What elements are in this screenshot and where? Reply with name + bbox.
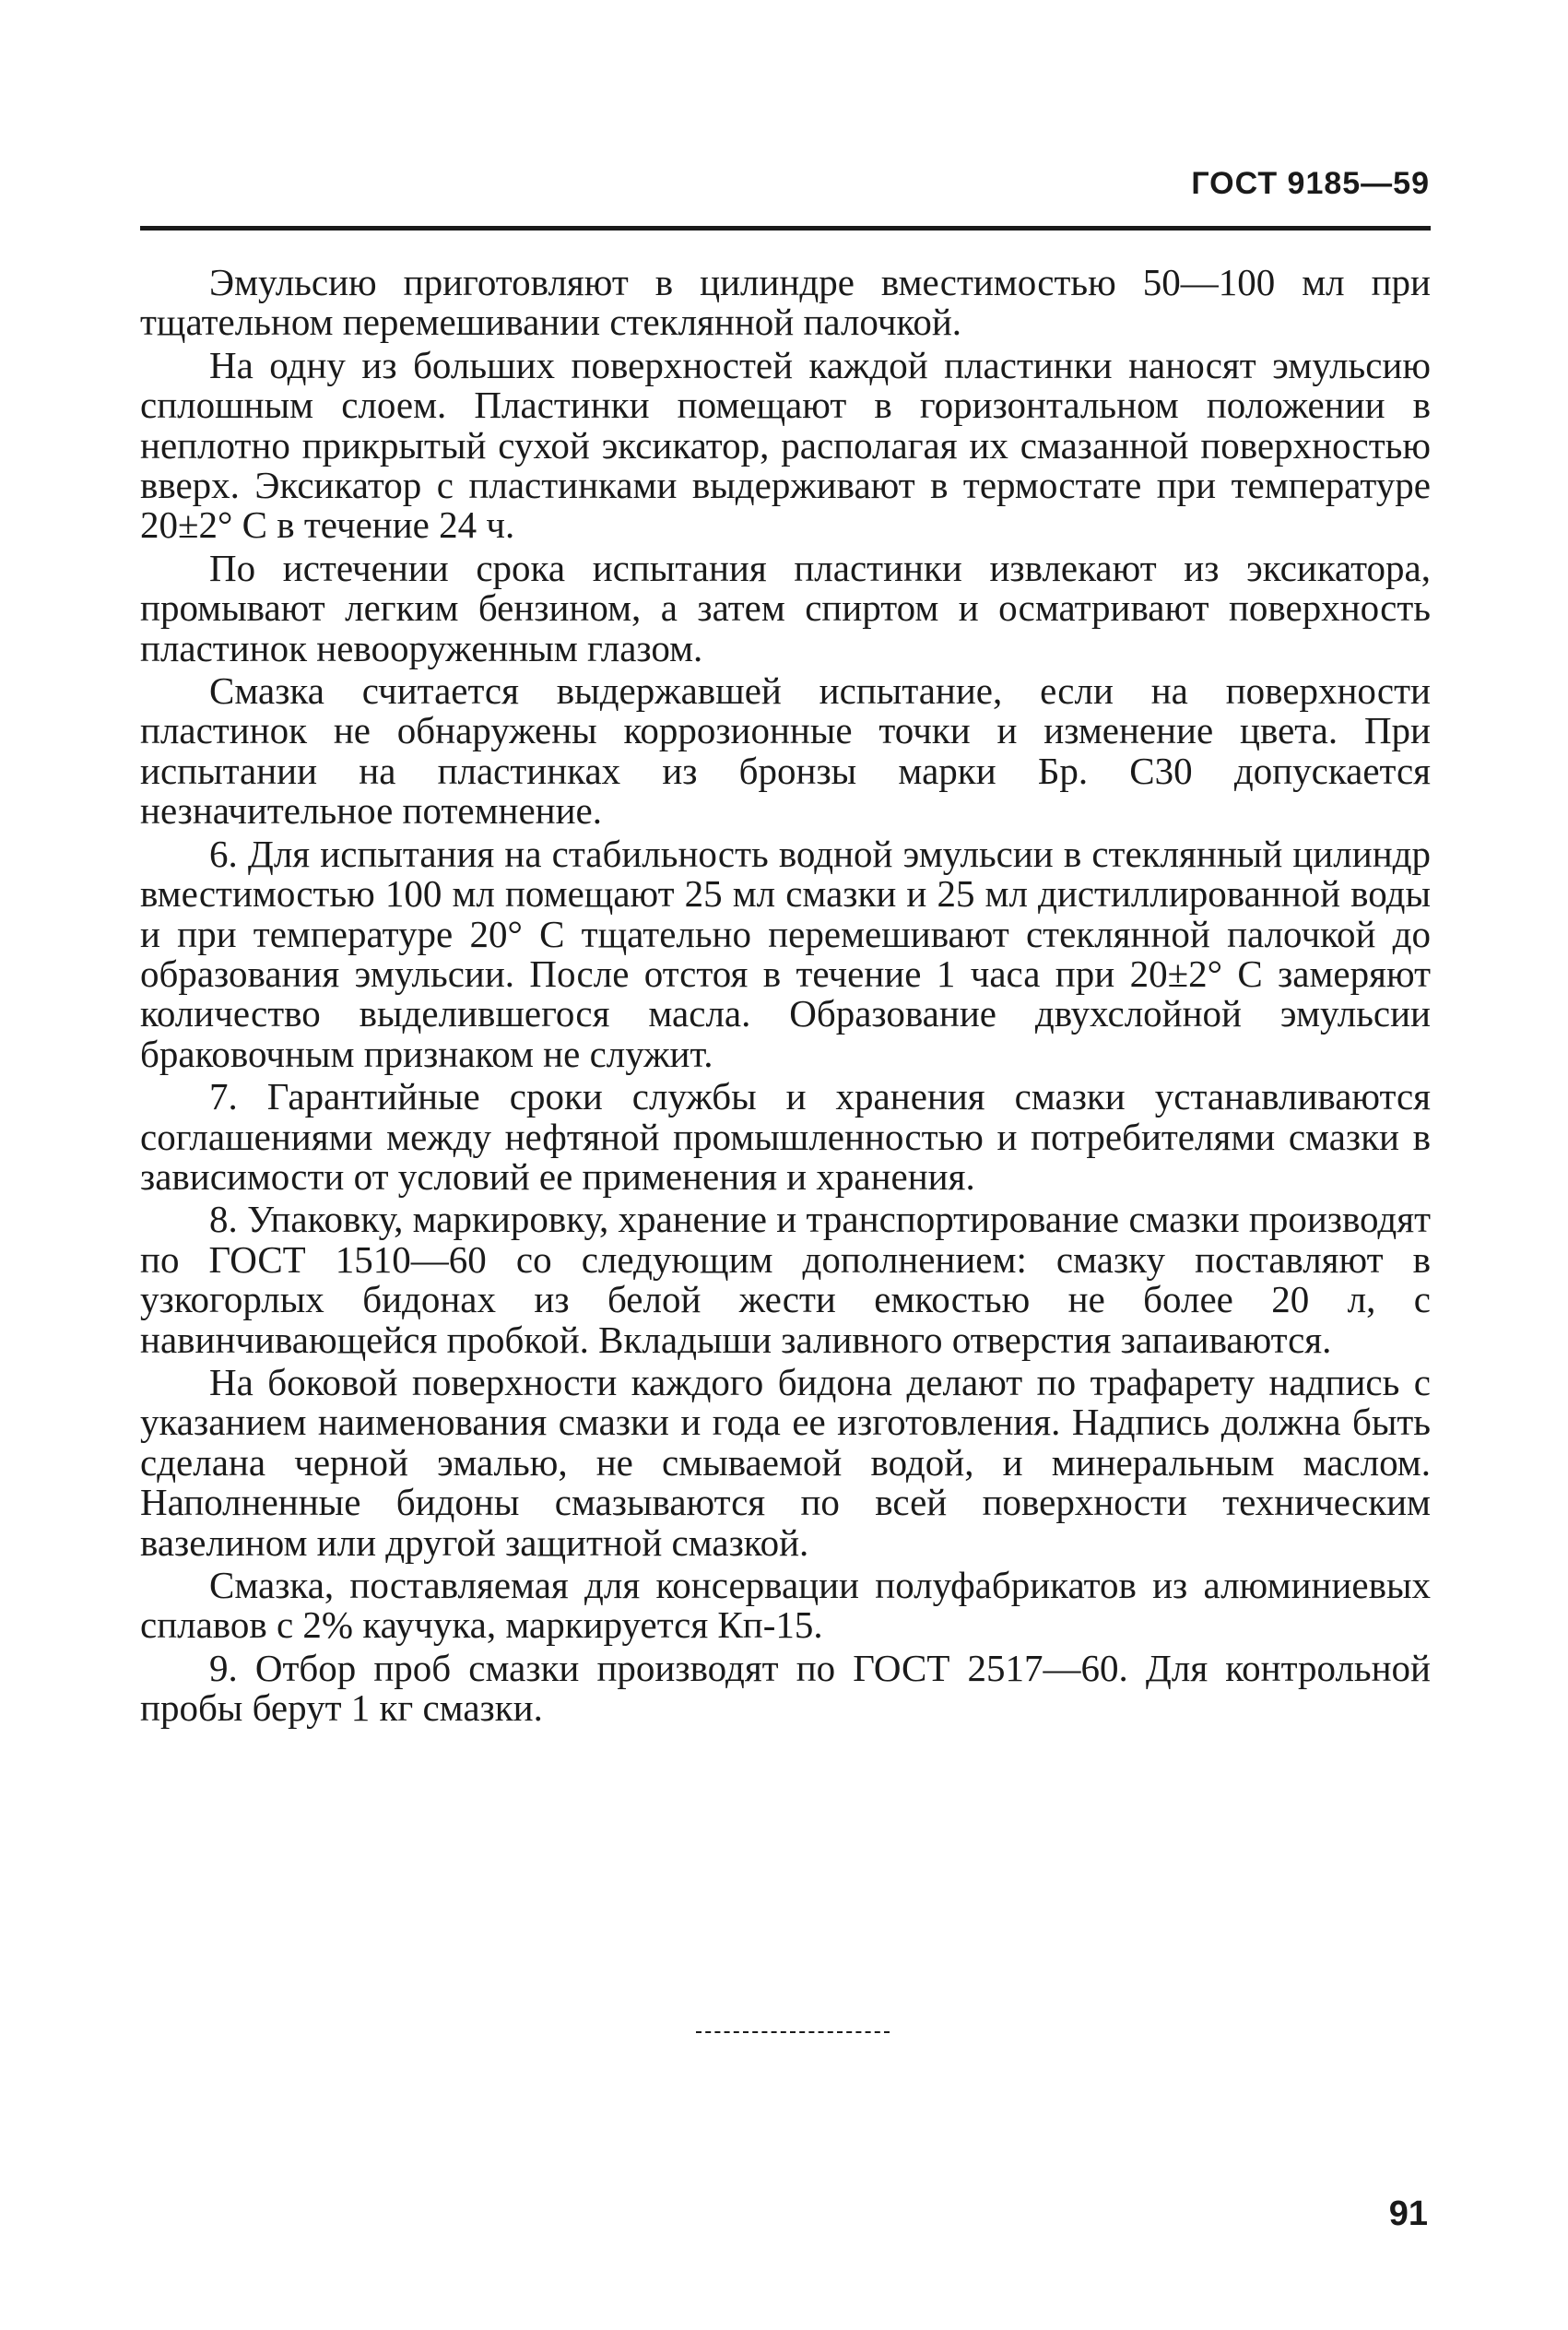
paragraph-item-9-sampling: 9. Отбор проб смазки производят по ГОСТ 2517—60. Для контрольной пробы берут 1 кг смазки. <box>140 1646 1431 1730</box>
paragraph-emulsion-preparation: Эмульсию приготовляют в цилиндре вместимостью 50—100 мл при тщательном перемешивании стеклянной палочкой. <box>140 261 1431 344</box>
paragraph-kp15-marking: Смазка, поставляемая для консервации полуфабрикатов из алюминиевых сплавов с 2% каучука, маркируется Кп-15. <box>140 1564 1431 1647</box>
end-of-text-divider <box>696 2031 890 2033</box>
paragraph-item-8-packaging: 8. Упаковку, маркировку, хранение и транспортирование смазки производят по ГОСТ 1510—60 со следующим дополнением: смазку поставляют в узкогорлых бидонах из белой жести емкостью не более 20 л, с навинчивающейся пробкой. Вкладыши заливного отверстия запаиваются. <box>140 1198 1431 1361</box>
page-number: 91 <box>1388 2194 1428 2233</box>
paragraph-labeling: На боковой поверхности каждого бидона делают по трафарету надпись с указанием наименования смазки и года ее изготовления. Надпись должна быть сделана черной эмалью, не смываемой водой, и минеральным маслом. Наполненные бидоны смазываются по всей поверхности техническим вазелином или другой защитной смазкой. <box>140 1360 1431 1564</box>
paragraph-plate-coating: На одну из больших поверхностей каждой пластинки наносят эмульсию сплошным слоем. Пластинки помещают в горизонтальном положении в неплотно прикрытый сухой эксикатор, располагая их смазанной поверхностью вверх. Эксикатор с пластинками выдерживают в термостате при температуре 20±2° С в течение 24 ч. <box>140 343 1431 547</box>
header-divider <box>140 226 1431 231</box>
paragraph-item-7-warranty: 7. Гарантийные сроки службы и хранения смазки устанавливаются соглашениями между нефтяной промышленностью и потребителями смазки в зависимости от условий ее применения и хранения. <box>140 1075 1431 1198</box>
paragraph-plate-inspection: По истечении срока испытания пластинки извлекают из эксикатора, промывают легким бензином, а затем спиртом и осматривают поверхность пластинок невооруженным глазом. <box>140 546 1431 669</box>
paragraph-test-criteria: Смазка считается выдержавшей испытание, если на поверхности пластинок не обнаружены коррозионные точки и изменение цвета. При испытании на пластинках из бронзы марки Бр. С30 допускается незначительное потемнение. <box>140 669 1431 833</box>
document-body <box>140 263 1431 1732</box>
paragraph-item-6-emulsion-stability: 6. Для испытания на стабильность водной эмульсии в стеклянный цилиндр вместимостью 100 мл помещают 25 мл смазки и 25 мл дистиллированной воды и при температуре 20° С тщательно перемешивают стеклянной палочкой до образования эмульсии. После отстоя в течение 1 часа при 20±2° С замеряют количество выделившегося масла. Образование двухслойной эмульсии браковочным признаком не служит. <box>140 832 1431 1075</box>
document-code: ГОСТ 9185—59 <box>1191 166 1430 201</box>
